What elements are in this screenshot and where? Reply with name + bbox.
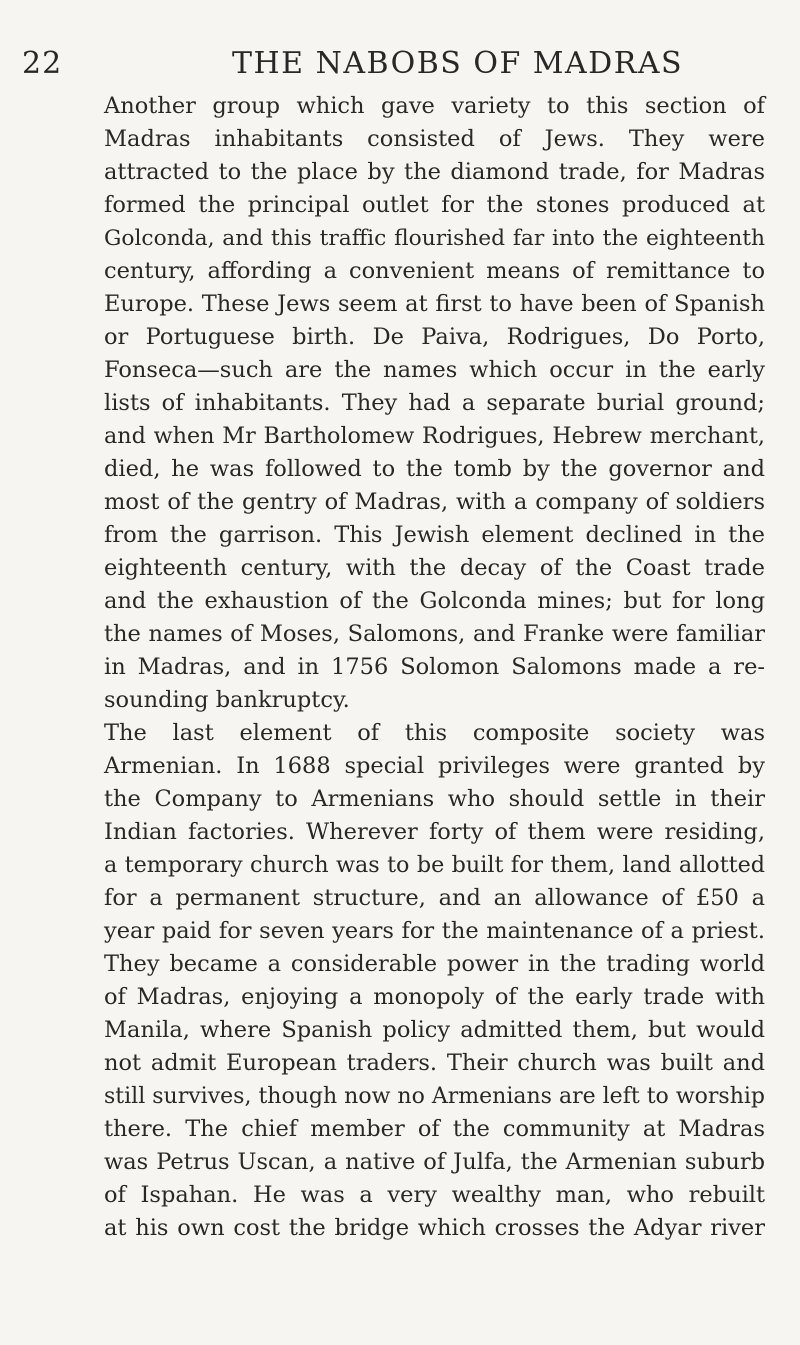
text-line: Madras inhabitants consisted of Jews. They were bbox=[104, 126, 765, 152]
text-line: still survives, though now no Armenians are left to worship bbox=[104, 1084, 765, 1109]
running-head bbox=[0, 42, 800, 86]
text-line: not admit European traders. Their church was built and bbox=[104, 1050, 765, 1076]
paragraph-armenians bbox=[104, 717, 765, 1245]
text-line: the Company to Armenians who should settle in their bbox=[104, 786, 765, 812]
paragraph-jews bbox=[104, 90, 765, 717]
text-line: at his own cost the bridge which crosses the Adyar river bbox=[104, 1215, 765, 1241]
text-line: died, he was followed to the tomb by the governor and bbox=[104, 456, 765, 482]
text-line: Fonseca—such are the names which occur in the early bbox=[104, 357, 765, 383]
text-line: Europe. These Jews seem at first to have been of Spanish bbox=[104, 291, 765, 317]
text-line: year paid for seven years for the maintenance of a priest. bbox=[104, 918, 765, 944]
text-line: or Portuguese birth. De Paiva, Rodrigues, Do Porto, bbox=[104, 324, 765, 350]
text-line: Another group which gave variety to this section of bbox=[104, 93, 765, 119]
text-line: and when Mr Bartholomew Rodrigues, Hebrew merchant, bbox=[104, 423, 765, 449]
text-line: there. The chief member of the community at Madras bbox=[104, 1116, 765, 1142]
text-line: They became a considerable power in the trading world bbox=[104, 951, 765, 977]
text-line: century, affording a convenient means of remittance to bbox=[104, 258, 765, 284]
text-line: eighteenth century, with the decay of the Coast trade bbox=[104, 555, 765, 581]
text-line: attracted to the place by the diamond trade, for Madras bbox=[104, 159, 765, 185]
text-line: The last element of this composite society was bbox=[104, 720, 765, 746]
body-text bbox=[104, 90, 765, 1245]
text-line: the names of Moses, Salomons, and Franke were familiar bbox=[104, 621, 765, 647]
text-line: in Madras, and in 1756 Solomon Salomons made a re- bbox=[104, 654, 765, 680]
text-line: Armenian. In 1688 special privileges were granted by bbox=[104, 753, 765, 779]
text-line: of Ispahan. He was a very wealthy man, who rebuilt bbox=[104, 1182, 765, 1208]
text-line: Indian factories. Wherever forty of them were residing, bbox=[104, 819, 765, 845]
text-line: Golconda, and this traffic flourished far into the eighteenth bbox=[104, 226, 765, 251]
text-line: most of the gentry of Madras, with a company of soldiers bbox=[104, 489, 765, 515]
text-line: was Petrus Uscan, a native of Julfa, the Armenian suburb bbox=[104, 1149, 765, 1175]
text-line: and the exhaustion of the Golconda mines; but for long bbox=[104, 588, 765, 614]
text-line: sounding bankruptcy. bbox=[104, 687, 350, 713]
text-line: a temporary church was to be built for them, land allotted bbox=[104, 852, 765, 878]
text-line: Manila, where Spanish policy admitted them, but would bbox=[104, 1017, 765, 1043]
text-line: from the garrison. This Jewish element declined in the bbox=[104, 522, 765, 548]
running-title: THE NABOBS OF MADRAS bbox=[232, 46, 684, 81]
text-line: lists of inhabitants. They had a separate burial ground; bbox=[104, 390, 765, 416]
text-line: formed the principal outlet for the stones produced at bbox=[104, 192, 765, 218]
text-line: for a permanent structure, and an allowance of £50 a bbox=[104, 885, 765, 911]
page-number: 22 bbox=[22, 46, 63, 81]
text-line: of Madras, enjoying a monopoly of the early trade with bbox=[104, 984, 765, 1010]
